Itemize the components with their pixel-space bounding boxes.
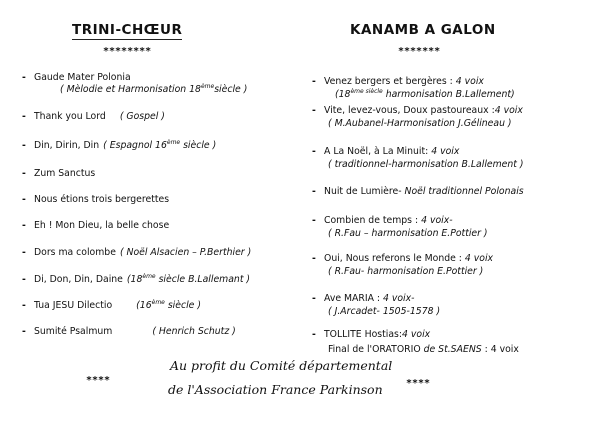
- item-note: ( Espagnol 16: [103, 140, 167, 151]
- subline-end: siècle ): [214, 84, 248, 95]
- dash: -: [312, 329, 316, 340]
- subline-text: ( traditionnel-harmonisation B.Lallement ): [328, 159, 524, 170]
- right-item-5-subline: [328, 228, 488, 240]
- dash: -: [22, 72, 26, 83]
- dash: -: [22, 194, 26, 205]
- subline-text: ( J.Arcadet- 1505-1578 ): [328, 306, 441, 317]
- right-stars: *******: [398, 46, 441, 57]
- dash: -: [312, 76, 316, 87]
- item-note-end: siècle B.Lallemant ): [155, 274, 251, 285]
- left-item-1: [22, 72, 131, 84]
- left-item-8: [22, 274, 250, 286]
- item-note: 4 voix: [461, 253, 494, 264]
- right-item-7: [312, 293, 415, 305]
- subline-sup: ème siècle: [350, 88, 383, 95]
- item-note: 4 voix: [452, 76, 484, 87]
- left-item-1-subline: [60, 84, 247, 96]
- item-note: (18: [126, 274, 143, 285]
- left-item-6: [22, 220, 169, 232]
- item-text: Gaude Mater Polonia: [34, 72, 131, 83]
- footer-line-1: Au profit du Comité départemental: [170, 358, 393, 373]
- item-text: A La Noël, à La Minuit:: [324, 146, 429, 157]
- item-note: Noël traditionnel Polonais: [401, 186, 524, 197]
- right-item-1-subline: [335, 89, 515, 101]
- item-note: ( Gospel ): [119, 111, 165, 122]
- item-text: Din, Dirin, Din: [34, 140, 100, 151]
- right-item-8: [312, 329, 430, 341]
- item-text: Sumité Psalmum: [34, 326, 113, 337]
- footer-line-2: de l'Association France Parkinson: [168, 382, 383, 397]
- subline-text: Final de l'ORATORIO: [328, 344, 424, 355]
- left-title-underline: [72, 39, 182, 40]
- left-title: TRINI-CHŒUR: [72, 22, 183, 38]
- dash: -: [22, 274, 26, 285]
- dash: -: [312, 146, 316, 157]
- subline-text: ( M.Aubanel-Harmonisation J.Gélineau ): [328, 118, 512, 129]
- item-text: Eh ! Mon Dieu, la belle chose: [34, 220, 170, 231]
- item-note: 4 voix: [494, 105, 523, 116]
- right-item-5: [312, 215, 453, 227]
- right-item-6: [312, 253, 493, 265]
- dash: -: [312, 105, 316, 116]
- left-item-7: [22, 247, 251, 259]
- subline-sup: ème: [200, 83, 215, 90]
- item-note: ( Henrich Schutz ): [152, 326, 236, 337]
- dash: -: [312, 215, 316, 226]
- right-item-4: [312, 186, 524, 198]
- item-text: Ave MARIA :: [324, 293, 381, 304]
- right-item-2: [312, 105, 523, 117]
- subline-text: ( R.Fau – harmonisation E.Pottier ): [328, 228, 488, 239]
- dash: -: [312, 293, 316, 304]
- item-note-sup: ème: [166, 139, 181, 146]
- right-item-1: [312, 76, 484, 88]
- subline-text: ( R.Fau- harmonisation E.Pottier ): [328, 266, 484, 277]
- item-note-end: siècle ): [180, 140, 217, 151]
- left-item-2: [22, 111, 165, 123]
- subline-end: : 4 voix: [481, 344, 519, 355]
- dash: -: [312, 186, 316, 197]
- item-note: (16: [136, 300, 152, 311]
- item-note: 4 voix-: [418, 215, 453, 226]
- right-item-2-subline: [328, 118, 512, 130]
- subline-text: (18: [335, 89, 351, 100]
- dash: -: [22, 111, 26, 122]
- dash: -: [22, 326, 26, 337]
- dash: -: [22, 140, 26, 151]
- dash: -: [22, 247, 26, 258]
- item-note-sup: ème: [151, 299, 165, 306]
- right-item-3: [312, 146, 459, 158]
- item-text: Nuit de Lumière-: [324, 186, 402, 197]
- dash: -: [22, 300, 26, 311]
- item-note-sup: ème: [142, 273, 156, 280]
- footer-stars-left: ****: [86, 375, 111, 386]
- left-item-9: [22, 300, 201, 312]
- dash: -: [22, 168, 26, 179]
- right-item-3-subline: [328, 159, 524, 171]
- footer-stars-right: ****: [406, 378, 431, 389]
- item-note: 4 voix-: [380, 293, 415, 304]
- item-text: Thank you Lord: [34, 111, 106, 122]
- dash: -: [312, 253, 316, 264]
- item-text: TOLLITE Hostias:: [324, 329, 403, 340]
- item-text: Nous étions trois bergerettes: [34, 194, 170, 205]
- left-item-4: [22, 168, 95, 180]
- item-text: Tua JESU Dilectio: [34, 300, 113, 311]
- right-item-8-subline: [328, 344, 519, 356]
- item-note: 4 voix: [402, 329, 431, 340]
- item-text: Di, Don, Din, Daine: [34, 274, 123, 285]
- item-text: Vite, levez-vous, Doux pastoureaux :: [324, 105, 495, 116]
- left-item-10: [22, 326, 236, 338]
- subline-end: harmonisation B.Lallement): [382, 89, 515, 100]
- subline-italic: de St.SAENS: [423, 344, 482, 355]
- item-text: Dors ma colombe: [34, 247, 116, 258]
- right-item-6-subline: [328, 266, 483, 278]
- item-note: 4 voix: [428, 146, 460, 157]
- item-note-end: siècle ): [164, 300, 201, 311]
- left-item-3: [22, 140, 216, 152]
- right-item-7-subline: [328, 306, 440, 318]
- item-text: Combien de temps :: [324, 215, 419, 226]
- item-text: Zum Sanctus: [34, 168, 96, 179]
- item-text: Oui, Nous referons le Monde :: [324, 253, 462, 264]
- right-title: KANAMB A GALON: [350, 22, 496, 38]
- subline-text: ( Mèlodie et Harmonisation 18: [60, 84, 201, 95]
- left-item-5: [22, 194, 169, 206]
- left-stars: ********: [103, 46, 152, 57]
- item-note: ( Noël Alsacien – P.Berthier ): [119, 247, 252, 258]
- item-text: Venez bergers et bergères :: [324, 76, 453, 87]
- dash: -: [22, 220, 26, 231]
